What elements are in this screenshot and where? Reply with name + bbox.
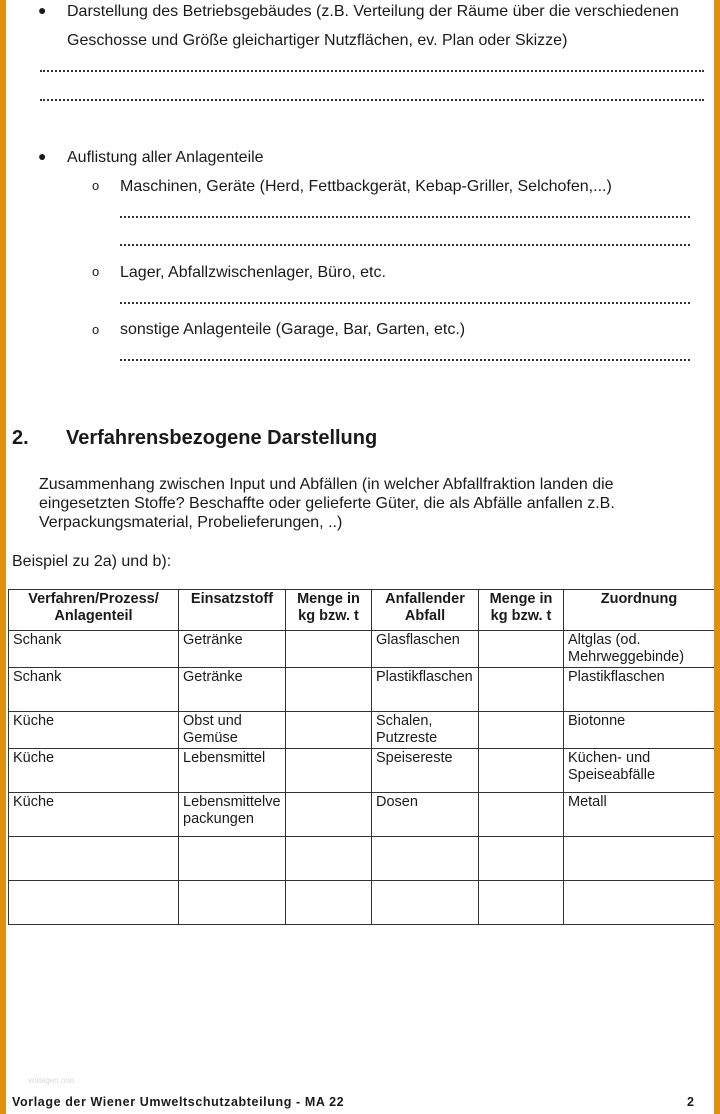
table-cell: Metall [564, 793, 715, 837]
fill-in-line [120, 216, 690, 218]
table-row [9, 749, 715, 793]
table-cell [479, 712, 564, 749]
table-cell: Dosen [372, 793, 479, 837]
circle-bullet-icon: o [92, 322, 100, 337]
table-cell: Küche [9, 712, 179, 749]
list-item-title: Auflistung aller Anlagenteile [67, 149, 264, 166]
table-cell [372, 881, 479, 925]
table-row [9, 712, 715, 749]
table-cell: Plastikflaschen [564, 668, 715, 712]
paragraph-line: Zusammenhang zwischen Input und Abfällen (in welcher Abfallfraktion landen die [39, 476, 614, 493]
table-cell: Biotonne [564, 712, 715, 749]
table-cell [9, 837, 179, 881]
list-item-line: Darstellung des Betriebsgebäudes (z.B. Verteilung der Räume über die verschiedenen [67, 3, 679, 20]
table-cell: Obst und Gemüse [179, 712, 286, 749]
bullet-icon: ● [38, 148, 47, 164]
table-cell [479, 631, 564, 668]
table-cell [479, 837, 564, 881]
table-cell [479, 793, 564, 837]
table-cell [286, 631, 372, 668]
list-item-line: Geschosse und Größe gleichartiger Nutzflächen, ev. Plan oder Skizze) [67, 32, 568, 49]
table-cell: Lebensmittel [179, 749, 286, 793]
page-footer: Vorlage der Wiener Umweltschutzabteilung - MA 22 [12, 1095, 345, 1109]
table-cell: Getränke [179, 668, 286, 712]
table-cell: Speisereste [372, 749, 479, 793]
page-number: 2 [687, 1095, 695, 1109]
column-header: Anfallender Abfall [372, 590, 479, 631]
circle-bullet-icon: o [92, 178, 100, 193]
table-cell [286, 668, 372, 712]
sub-item: sonstige Anlagenteile (Garage, Bar, Garten, etc.) [120, 321, 466, 338]
table-cell: Küche [9, 793, 179, 837]
table-cell: Schalen, Putzreste [372, 712, 479, 749]
table-cell: Küchen- und Speiseabfälle [564, 749, 715, 793]
table-row [9, 793, 715, 837]
table-row [9, 881, 715, 925]
section-number: 2. [12, 427, 29, 449]
table-cell [286, 749, 372, 793]
table-row [9, 631, 715, 668]
table-cell: Altglas (od. Mehrweggebinde) [564, 631, 715, 668]
example-label: Beispiel zu 2a) und b): [12, 553, 172, 570]
fill-in-line [120, 244, 690, 246]
circle-bullet-icon: o [92, 264, 100, 279]
table-cell: Getränke [179, 631, 286, 668]
column-header: Menge in kg bzw. t [286, 590, 372, 631]
column-header: Verfahren/Prozess/ Anlagenteil [9, 590, 179, 631]
table-cell: Schank [9, 668, 179, 712]
table-cell: Küche [9, 749, 179, 793]
process-waste-table [8, 589, 714, 925]
fill-in-line [120, 359, 690, 361]
table-cell [286, 837, 372, 881]
section-title: Verfahrensbezogene Darstellung [66, 427, 378, 449]
fill-in-line [120, 302, 690, 304]
table-cell: Lebensmittelve packungen [179, 793, 286, 837]
table-cell [564, 881, 715, 925]
sub-item: Lager, Abfallzwischenlager, Büro, etc. [120, 264, 386, 281]
table-header-row [9, 590, 715, 631]
table-cell: Schank [9, 631, 179, 668]
table-cell [179, 837, 286, 881]
watermark: vorlagen.ooo [28, 1076, 75, 1085]
table-cell: Plastikflaschen [372, 668, 479, 712]
table-cell [9, 881, 179, 925]
table-cell [479, 668, 564, 712]
paragraph-line: Verpackungsmaterial, Probelieferungen, ..) [39, 514, 343, 531]
table-cell [179, 881, 286, 925]
table-row [9, 668, 715, 712]
paragraph-line: eingesetzten Stoffe? Beschaffte oder gelieferte Güter, die als Abfälle anfallen z.B. [39, 495, 615, 512]
table-cell [372, 837, 479, 881]
table-cell: Glasflaschen [372, 631, 479, 668]
bullet-icon: ● [38, 2, 47, 18]
column-header: Menge in kg bzw. t [479, 590, 564, 631]
fill-in-line [40, 70, 704, 72]
fill-in-line [40, 99, 704, 101]
table-cell [286, 793, 372, 837]
table-cell [479, 881, 564, 925]
table-cell [479, 749, 564, 793]
table-cell [286, 712, 372, 749]
column-header: Einsatzstoff [179, 590, 286, 631]
table-cell [286, 881, 372, 925]
sub-item: Maschinen, Geräte (Herd, Fettbackgerät, Kebap-Griller, Selchofen,...) [120, 178, 612, 195]
document-page [6, 0, 714, 1114]
table-cell [564, 837, 715, 881]
column-header: Zuordnung [564, 590, 715, 631]
table-row [9, 837, 715, 881]
